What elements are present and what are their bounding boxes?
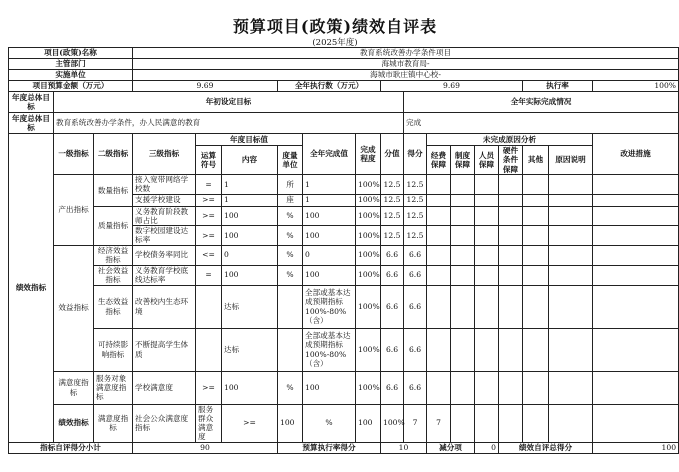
improve-cell [593,175,679,195]
score-cell: 12.5 [404,175,427,195]
initial-goal-header: 年初设定目标 [54,92,404,113]
level2-cell: 社会公众满意度指标 [133,404,196,442]
operator-cell: >= [222,404,278,442]
level3-cell: 改善校内生态环境 [133,285,196,328]
reason-system-header: 制度保障 [451,146,475,175]
done-cell: 全部或基本达成预期指标100%-80%（含） [303,285,356,328]
budget-label: 项目预算金额（万元） [9,81,133,92]
reason-cell [523,226,549,246]
level3-cell: 服务群众满意度 [196,404,222,442]
unit-cell: % [278,245,303,265]
score-cell: 6.6 [404,285,427,328]
self-score-value: 90 [133,442,278,453]
reason-cell [499,404,523,442]
group-satisfaction: 满意度指标 [54,371,94,404]
reason-cell [499,371,523,404]
goal-header-row [9,92,679,113]
budget-row [9,81,679,92]
operator-cell: = [196,175,222,195]
reason-cell [523,404,549,442]
operator-cell: <= [196,245,222,265]
reason-cell [523,206,549,226]
level3-cell: 学校满意度 [133,371,196,404]
reason-staff-header: 人员保障 [475,146,499,175]
level2-cell: 经济效益指标 [94,245,133,265]
operator-cell [196,285,222,328]
content-cell: 1 [222,194,278,206]
score-cell: 12.5 [404,206,427,226]
actual-goal-header: 全年实际完成情况 [404,92,679,113]
reason-cell [451,404,475,442]
degree-cell: 100% [356,245,381,265]
reason-desc-cell [549,371,593,404]
score-cell: 6.6 [404,245,427,265]
degree-cell: 100% [381,404,404,442]
reason-desc-cell [549,328,593,371]
level1-header: 一级指标 [54,134,94,175]
degree-cell: 100% [356,285,381,328]
improvement-header: 改进措施 [593,134,679,175]
reason-cell [451,265,475,285]
operator-cell: >= [196,226,222,246]
reason-analysis-header: 未完成原因分析 [427,134,593,146]
level3-cell: 数字校园建设达标率 [133,226,196,246]
reason-cell [523,194,549,206]
score-cell: 7 [427,404,451,442]
exec-score-value: 10 [381,442,427,453]
operator-header: 运算符号 [196,146,222,175]
unit-label: 实施单位 [9,70,133,81]
content-cell: 100 [222,265,278,285]
reason-cell [451,328,475,371]
performance-indicator-label: 绩效指标 [9,134,54,443]
reason-cell [427,328,451,371]
content-cell: 100 [278,404,303,442]
execution-rate-value: 100% [593,81,679,92]
execution-label: 全年执行数（万元） [278,81,381,92]
level2-cell: 生态效益指标 [94,285,133,328]
unit-header: 度量单位 [278,146,303,175]
department-label: 主管部门 [9,59,133,70]
done-cell: 1 [303,194,356,206]
reason-desc-header: 原因说明 [549,146,593,175]
reason-cell [523,265,549,285]
reason-cell [499,175,523,195]
done-cell: 100 [303,371,356,404]
value-cell: 6.6 [381,285,404,328]
totals-row [9,442,679,453]
value-cell: 12.5 [381,226,404,246]
done-cell: 100 [356,404,381,442]
reason-desc-cell [549,285,593,328]
improve-cell [593,285,679,328]
reason-cell [499,285,523,328]
reason-cell [499,226,523,246]
column-header-row-1 [9,134,679,146]
value-cell: 12.5 [381,175,404,195]
reason-cell [427,371,451,404]
level2-cell: 社会效益指标 [94,265,133,285]
content-cell: 1 [222,175,278,195]
reason-cell [427,245,451,265]
reason-cell [523,285,549,328]
performance-indicator-label-2: 绩效指标 [54,404,94,442]
reason-cell [427,175,451,195]
department-row [9,59,679,70]
score-value-header: 分值 [381,134,404,175]
reason-cell [475,371,499,404]
level2-header: 二级指标 [94,134,133,175]
reason-cell [475,175,499,195]
reason-cell [475,328,499,371]
level2-cell: 服务对象满意度指标 [94,371,133,404]
unit-cell: % [278,265,303,285]
unit-cell: % [278,206,303,226]
reason-cell [499,265,523,285]
exec-score-label: 预算执行率得分 [278,442,381,453]
project-name-row [9,48,679,59]
score-header: 得分 [404,134,427,175]
deduction-label: 减分项 [427,442,475,453]
table-row [9,265,679,285]
degree-cell: 100% [356,194,381,206]
table-row [9,175,679,195]
done-cell: 100 [303,206,356,226]
self-score-label: 指标自评得分小计 [9,442,133,453]
improve-cell [593,206,679,226]
reason-cell [499,245,523,265]
reason-cell [499,206,523,226]
unit-cell: 所 [278,175,303,195]
reason-desc-cell [549,194,593,206]
reason-cell [499,194,523,206]
reason-desc-cell [549,226,593,246]
unit-row [9,70,679,81]
content-cell: 100 [222,371,278,404]
level3-header: 三级指标 [133,134,196,175]
goal-content-row [9,113,679,134]
content-cell: 100 [222,226,278,246]
budget-value: 9.69 [133,81,278,92]
table-row [9,285,679,328]
score-cell: 6.6 [404,328,427,371]
table-row [9,206,679,226]
reason-cell [475,285,499,328]
improve-cell [593,265,679,285]
level3-cell: 支援学校建设 [133,194,196,206]
value-cell: 6.6 [381,328,404,371]
execution-value: 9.69 [381,81,523,92]
reason-cell [523,245,549,265]
done-cell: 100 [303,226,356,246]
reason-cell [523,175,549,195]
operator-cell [196,328,222,371]
content-cell: 100 [222,206,278,226]
reason-cell [451,285,475,328]
unit-cell: 座 [278,194,303,206]
document-title: 预算项目(政策)绩效自评表 [232,17,438,36]
degree-cell: 100% [356,328,381,371]
reason-desc-cell [549,245,593,265]
reason-cell [427,265,451,285]
degree-cell: 100% [356,371,381,404]
group-effect: 效益指标 [54,245,94,371]
reason-cell [475,206,499,226]
unit-cell [278,285,303,328]
level3-cell: 义务教育阶段教师占比 [133,206,196,226]
reason-desc-cell [549,206,593,226]
reason-cell [549,404,593,442]
reason-desc-cell [549,175,593,195]
project-name-label: 项目(政策)名称 [9,48,133,59]
score-cell: 12.5 [404,226,427,246]
level2-cell: 数量指标 [94,175,133,207]
value-cell: 12.5 [381,206,404,226]
level3-cell: 义务教育学校底线达标率 [133,265,196,285]
value-cell: 12.5 [381,194,404,206]
reason-cell [427,194,451,206]
done-cell: 100 [303,265,356,285]
improve-cell [593,194,679,206]
reason-cell [475,404,499,442]
reason-cell [427,226,451,246]
unit-cell: % [278,226,303,246]
total-score-label: 绩效自评总得分 [499,442,593,453]
operator-cell: >= [196,371,222,404]
reason-cell [451,194,475,206]
operator-cell: >= [196,194,222,206]
department-value: 海城市教育局- [133,59,679,70]
reason-desc-cell [549,265,593,285]
goal-row-label: 年度总体目标 [9,92,54,113]
execution-rate-label: 执行率 [523,81,593,92]
score-cell: 6.6 [404,265,427,285]
unit-cell: % [278,371,303,404]
total-score-value: 100 [593,442,679,453]
score-cell: 12.5 [404,194,427,206]
operator-cell: >= [196,206,222,226]
value-cell: 6.6 [381,371,404,404]
reason-desc-cell [593,404,679,442]
reason-cell [451,226,475,246]
reason-cell [451,371,475,404]
improve-cell [593,226,679,246]
improve-cell [593,245,679,265]
project-name-value: 教育系统改善办学条件项目 [133,48,679,59]
unit-cell: % [303,404,356,442]
deduction-value: 0 [475,442,499,453]
table-row [9,328,679,371]
reason-cell [451,175,475,195]
document-year: (2025年度) [312,38,358,48]
reason-cell [475,265,499,285]
degree-cell: 100% [356,175,381,195]
degree-header: 完成程度 [356,134,381,175]
value-cell: 6.6 [381,245,404,265]
table-row [9,245,679,265]
score-cell: 6.6 [404,371,427,404]
reason-cell [475,226,499,246]
actual-goal-text: 完成 [404,113,679,134]
goal-row-label-2: 年度总体目标 [9,113,54,134]
unit-cell [278,328,303,371]
reason-cell [523,328,549,371]
reason-cell [475,194,499,206]
reason-cell [451,245,475,265]
value-cell: 7 [404,404,427,442]
initial-goal-text: 教育系统改善办学条件，办人民满意的教育 [54,113,404,134]
improve-cell [593,371,679,404]
reason-cell [427,285,451,328]
unit-value: 海城市耿庄镇中心校- [133,70,679,81]
reason-cell [523,371,549,404]
level3-cell: 学校债务率同比 [133,245,196,265]
reason-cell [427,206,451,226]
value-cell: 6.6 [381,265,404,285]
reason-cell [475,245,499,265]
level2-cell: 可持续影响指标 [94,328,133,371]
degree-cell: 100% [356,265,381,285]
content-cell: 达标 [222,285,278,328]
level3-cell: 不断提高学生体质 [133,328,196,371]
degree-cell: 100% [356,226,381,246]
improve-cell [593,328,679,371]
done-cell: 0 [303,245,356,265]
content-cell: 0 [222,245,278,265]
table-row [9,371,679,404]
level2-cell: 质量指标 [94,206,133,245]
degree-cell: 100% [356,206,381,226]
reason-cell [499,328,523,371]
evaluation-table [8,47,679,454]
done-cell: 全部或基本达成预期指标100%-80%（含） [303,328,356,371]
group-satisfaction-2: 满意度指标 [94,404,133,442]
group-output: 产出指标 [54,175,94,246]
operator-cell: = [196,265,222,285]
level3-cell: 接入宽带网络学校数 [133,175,196,195]
reason-funding-header: 经费保障 [427,146,451,175]
content-cell: 达标 [222,328,278,371]
reason-other-header: 其他 [523,146,549,175]
reason-hardware-header: 硬件条件保障 [499,146,523,175]
content-header: 内容 [222,146,278,175]
reason-cell [451,206,475,226]
annual-done-header: 全年完成值 [303,134,356,175]
done-cell: 1 [303,175,356,195]
target-value-header: 年度目标值 [196,134,303,146]
table-row [9,404,679,442]
